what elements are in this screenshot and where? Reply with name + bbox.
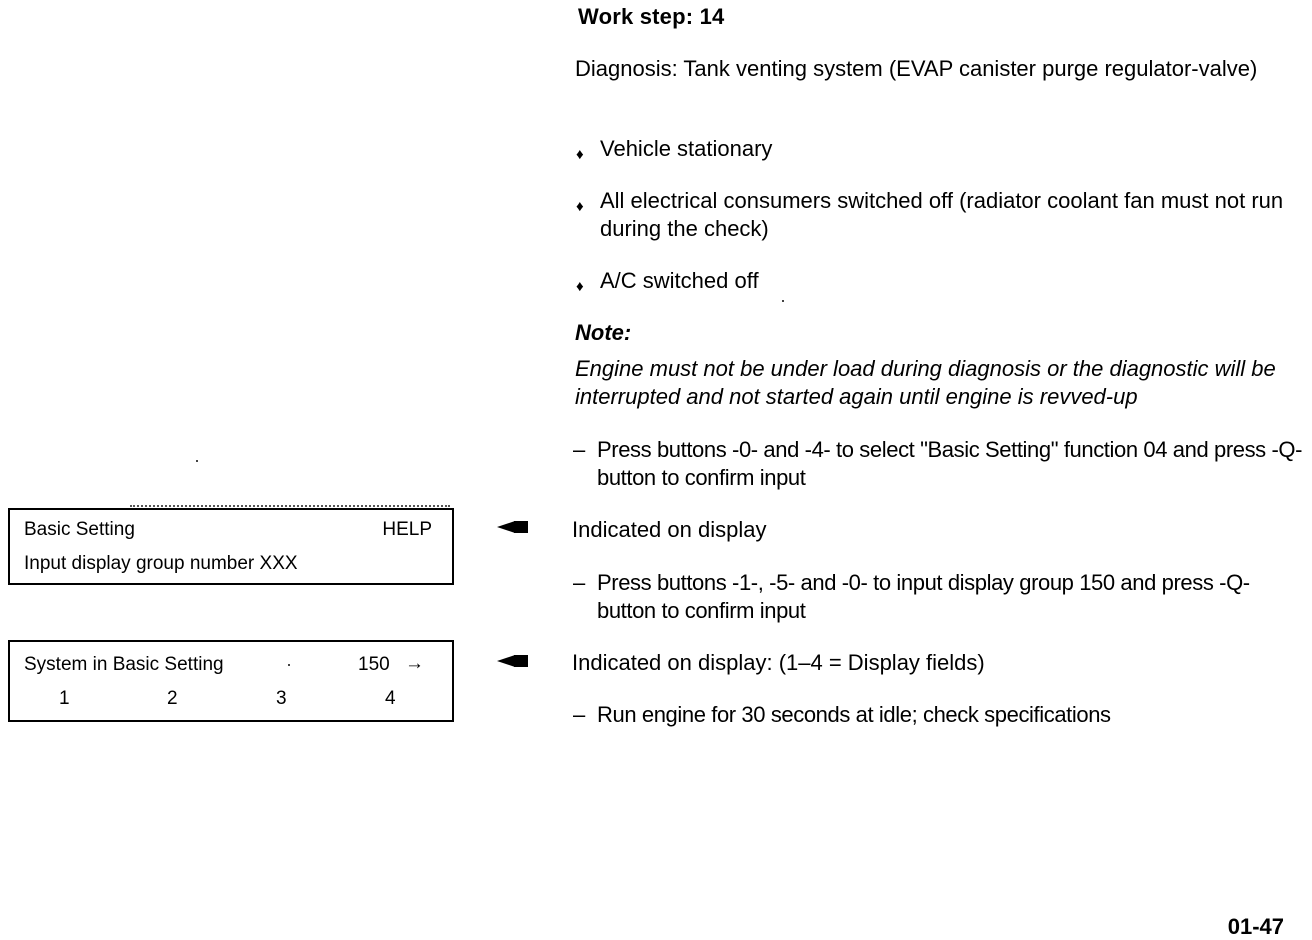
display-box-edge [130, 505, 450, 507]
page-number: 01-47 [1227, 914, 1284, 939]
instruction-text: Run engine for 30 seconds at idle; check specifications [597, 702, 1111, 727]
diamond-bullet-icon: ♦ [576, 278, 584, 295]
condition-item [576, 187, 1311, 243]
work-step-title: Work step: 14 [578, 4, 725, 29]
display-basic-setting [8, 508, 454, 585]
scan-speck [196, 460, 198, 462]
display-help-label: HELP [382, 519, 432, 540]
diamond-bullet-icon: ♦ [576, 146, 584, 163]
instruction-step [573, 569, 1312, 625]
instruction-step [573, 701, 1312, 729]
display-field-1: 1 [59, 688, 70, 709]
display-prompt: Input display group number XXX [24, 553, 298, 574]
display-field-2: 2 [167, 688, 178, 709]
condition-item [576, 267, 1311, 295]
diamond-bullet-icon: ♦ [576, 198, 584, 215]
dash-bullet: – [573, 437, 586, 462]
dash-bullet: – [573, 570, 586, 595]
display-field-4: 4 [385, 688, 396, 709]
condition-text: A/C switched off [600, 268, 759, 293]
arrow-right-icon: → [405, 653, 424, 674]
display-field-3: 3 [276, 688, 287, 709]
dash-bullet: – [573, 702, 586, 727]
instruction-text: Press buttons -1-, -5- and -0- to input display group 150 and press -Q- button to confirm input [597, 570, 1250, 623]
instruction-step [573, 436, 1312, 492]
note-heading: Note: [575, 320, 632, 345]
indicated-on-display: Indicated on display [572, 517, 767, 542]
scan-speck [288, 664, 290, 666]
condition-text: Vehicle stationary [600, 136, 773, 161]
display-system-basic-setting [8, 640, 454, 722]
indicated-on-display-fields: Indicated on display: (1–4 = Display fields) [572, 650, 985, 675]
pointing-arrow-icon [497, 520, 529, 534]
instruction-text: Press buttons -0- and -4- to select "Basic Setting" function 04 and press -Q- button to confirm input [597, 437, 1303, 490]
condition-text: All electrical consumers switched off (radiator coolant fan must not run during the check) [600, 188, 1284, 241]
pointing-arrow-icon [497, 654, 529, 668]
display-system-label: System in Basic Setting [24, 654, 224, 675]
note-text: Engine must not be under load during diagnosis or the diagnostic will be interrupted and not started again until engine is revved-up [575, 356, 1276, 409]
scan-speck [782, 300, 784, 302]
diagnosis-text: Diagnosis: Tank venting system (EVAP canister purge regulator-valve) [575, 56, 1258, 81]
condition-item [576, 135, 1311, 163]
display-group-number: 150 [358, 654, 390, 675]
display-mode-label: Basic Setting [24, 519, 135, 540]
